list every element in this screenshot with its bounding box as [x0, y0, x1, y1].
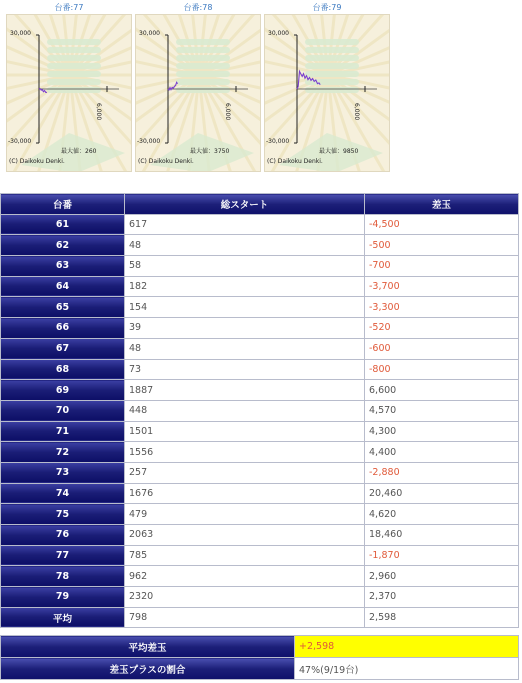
- average-diff-cell: 2,598: [365, 607, 519, 628]
- total-start-cell: 785: [125, 545, 365, 566]
- table-row: [1, 256, 519, 277]
- max-value-label: 最大値：260: [61, 148, 97, 155]
- y-max-label: 30,000: [10, 30, 31, 37]
- ball-diff-cell: 4,620: [365, 504, 519, 525]
- ball-diff-cell: -520: [365, 318, 519, 339]
- ball-diff-cell: -3,300: [365, 297, 519, 318]
- table-row: [1, 214, 519, 235]
- background-stack: [47, 87, 101, 93]
- machine-number[interactable]: 68: [1, 359, 125, 380]
- table-row: [1, 400, 519, 421]
- total-start-cell: 58: [125, 256, 365, 277]
- ball-diff-cell: -600: [365, 338, 519, 359]
- total-start-cell: 448: [125, 400, 365, 421]
- table-header-row: [1, 194, 519, 215]
- max-value-label: 最大値：3750: [190, 148, 230, 155]
- background-stack: [176, 39, 230, 45]
- table-row: [1, 297, 519, 318]
- machine-number[interactable]: 78: [1, 566, 125, 587]
- ball-diff-cell: -3,700: [365, 276, 519, 297]
- background-stack: [305, 47, 359, 53]
- slump-graph: [6, 14, 132, 172]
- graph-machine-link[interactable]: 台番:77: [54, 3, 84, 12]
- total-start-cell: 154: [125, 297, 365, 318]
- copyright: (C) Daikoku Denki.: [138, 158, 194, 165]
- total-start-cell: 962: [125, 566, 365, 587]
- plus-ratio-label: 差玉プラスの割合: [1, 658, 295, 680]
- machine-number[interactable]: 72: [1, 442, 125, 463]
- x-max-label: 6,000: [353, 103, 360, 121]
- machine-number[interactable]: 75: [1, 504, 125, 525]
- column-header-machine-number: 台番: [1, 194, 125, 215]
- ball-diff-cell: 2,370: [365, 587, 519, 608]
- ball-diff-cell: 4,570: [365, 400, 519, 421]
- average-diff-label: 平均差玉: [1, 636, 295, 658]
- table-row: [1, 462, 519, 483]
- table-row: [1, 359, 519, 380]
- background-stack: [176, 47, 230, 53]
- ball-diff-cell: 2,960: [365, 566, 519, 587]
- graph-machine-link[interactable]: 台番:79: [312, 3, 342, 12]
- background-stack: [305, 39, 359, 45]
- table-row: [1, 380, 519, 401]
- total-start-cell: 1887: [125, 380, 365, 401]
- graph-thumbnails: [6, 2, 516, 174]
- summary-table: [0, 635, 519, 680]
- machine-number[interactable]: 69: [1, 380, 125, 401]
- machine-number[interactable]: 64: [1, 276, 125, 297]
- table-row: [1, 318, 519, 339]
- table-row: [1, 504, 519, 525]
- total-start-cell: 48: [125, 235, 365, 256]
- background-stack: [176, 71, 230, 77]
- total-start-cell: 182: [125, 276, 365, 297]
- background-stack: [176, 55, 230, 61]
- table-row: [1, 566, 519, 587]
- total-start-cell: 1556: [125, 442, 365, 463]
- total-start-cell: 1501: [125, 421, 365, 442]
- ball-diff-cell: -700: [365, 256, 519, 277]
- ball-diff-cell: 18,460: [365, 525, 519, 546]
- total-start-cell: 2063: [125, 525, 365, 546]
- y-min-label: -30,000: [266, 138, 290, 145]
- x-max-label: 6,000: [95, 103, 102, 121]
- ball-diff-cell: 6,600: [365, 380, 519, 401]
- total-start-cell: 48: [125, 338, 365, 359]
- table-row: [1, 235, 519, 256]
- background-stack: [305, 71, 359, 77]
- machine-number[interactable]: 74: [1, 483, 125, 504]
- background-stack: [47, 63, 101, 69]
- ball-diff-cell: -1,870: [365, 545, 519, 566]
- ball-diff-cell: 4,400: [365, 442, 519, 463]
- background-stack: [47, 79, 101, 85]
- slump-graph: [135, 14, 261, 172]
- machine-number[interactable]: 66: [1, 318, 125, 339]
- machine-number[interactable]: 77: [1, 545, 125, 566]
- average-label: 平均: [1, 607, 125, 628]
- copyright: (C) Daikoku Denki.: [267, 158, 323, 165]
- ball-diff-cell: -800: [365, 359, 519, 380]
- table-row: [1, 525, 519, 546]
- total-start-cell: 617: [125, 214, 365, 235]
- machine-number[interactable]: 70: [1, 400, 125, 421]
- background-stack: [305, 87, 359, 93]
- total-start-cell: 479: [125, 504, 365, 525]
- background-stack: [176, 79, 230, 85]
- average-diff-value: +2,598: [295, 636, 519, 658]
- graph-card: [6, 2, 132, 172]
- total-start-cell: 1676: [125, 483, 365, 504]
- x-max-label: 6,000: [224, 103, 231, 121]
- ball-diff-cell: -4,500: [365, 214, 519, 235]
- background-stack: [176, 87, 230, 93]
- total-start-cell: 39: [125, 318, 365, 339]
- slump-graph: [264, 14, 390, 172]
- background-stack: [305, 55, 359, 61]
- total-start-cell: 257: [125, 462, 365, 483]
- summary-row-average: [1, 636, 519, 658]
- machine-number[interactable]: 63: [1, 256, 125, 277]
- machine-number[interactable]: 65: [1, 297, 125, 318]
- graph-card: [264, 2, 390, 172]
- machine-number[interactable]: 76: [1, 525, 125, 546]
- total-start-cell: 73: [125, 359, 365, 380]
- column-header-ball-diff: 差玉: [365, 194, 519, 215]
- max-value-label: 最大値：9850: [319, 148, 359, 155]
- average-row: [1, 607, 519, 628]
- copyright: (C) Daikoku Denki.: [9, 158, 65, 165]
- table-row: [1, 338, 519, 359]
- table-row: [1, 421, 519, 442]
- table-row: [1, 587, 519, 608]
- table-row: [1, 276, 519, 297]
- average-start-cell: 798: [125, 607, 365, 628]
- machine-number[interactable]: 73: [1, 462, 125, 483]
- machine-number[interactable]: 61: [1, 214, 125, 235]
- ball-diff-cell: -500: [365, 235, 519, 256]
- machine-number[interactable]: 79: [1, 587, 125, 608]
- y-min-label: -30,000: [137, 138, 161, 145]
- machine-data-table: [0, 193, 519, 628]
- machine-number[interactable]: 62: [1, 235, 125, 256]
- background-stack: [47, 39, 101, 45]
- table-row: [1, 442, 519, 463]
- ball-diff-cell: -2,880: [365, 462, 519, 483]
- y-min-label: -30,000: [8, 138, 32, 145]
- table-row: [1, 545, 519, 566]
- column-header-total-start: 総スタート: [125, 194, 365, 215]
- background-stack: [47, 71, 101, 77]
- summary-row-ratio: [1, 658, 519, 680]
- total-start-cell: 2320: [125, 587, 365, 608]
- y-max-label: 30,000: [139, 30, 160, 37]
- machine-number[interactable]: 71: [1, 421, 125, 442]
- background-stack: [305, 63, 359, 69]
- graph-machine-link[interactable]: 台番:78: [183, 3, 213, 12]
- graph-card: [135, 2, 261, 172]
- background-stack: [47, 47, 101, 53]
- plus-ratio-value: 47%(9/19台): [295, 658, 519, 680]
- machine-number[interactable]: 67: [1, 338, 125, 359]
- background-stack: [176, 63, 230, 69]
- background-stack: [47, 55, 101, 61]
- table-row: [1, 483, 519, 504]
- ball-diff-cell: 20,460: [365, 483, 519, 504]
- y-max-label: 30,000: [268, 30, 289, 37]
- ball-diff-cell: 4,300: [365, 421, 519, 442]
